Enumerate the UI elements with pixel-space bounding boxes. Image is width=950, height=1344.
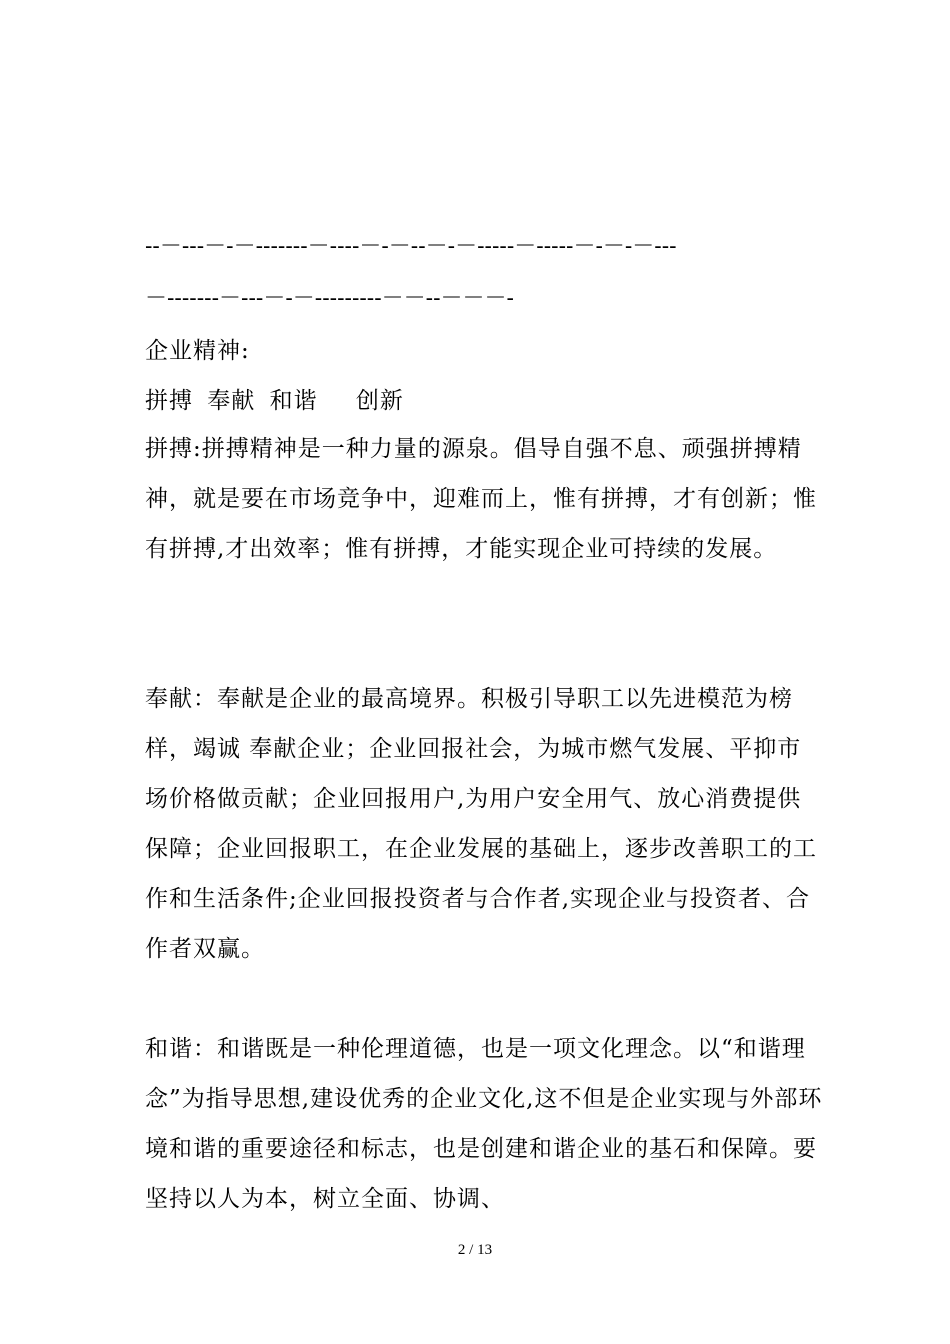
paragraph-fengxian-text: 奉献：奉献是企业的最高境界。积极引导职工以先进模范为榜样，竭诚 奉献企业；企业回报社会，为城市燃气发展、平抑市场价格做贡献；企业回报用户,为用户安全用气、放心消费提供保障；企业回报职工，在企业发展的基础上，逐步改善职工的工作和生活条件;企业回报投资者与合作者,实现企业与投资者、合作者双赢。 — [145, 686, 817, 962]
spirit-label: 企业精神: — [145, 338, 250, 364]
paragraph-pinbo — [145, 424, 825, 574]
paragraph-pinbo-text: 拼搏:拼搏精神是一种力量的源泉。倡导自强不息、顽强拼搏精神，就是要在市场竞争中，迎难而上，惟有拼搏，才有创新；惟有拼搏,才出效率；惟有拼搏，才能实现企业可持续的发展。 — [145, 436, 817, 562]
page-number: 2 / 13 — [457, 1242, 493, 1258]
separator-line-1: --－---－-－-------－----－-－--－-－-----－-----－-－-－--- — [145, 234, 677, 259]
paragraph-hexie-text: 和谐：和谐既是一种伦理道德，也是一项文化理念。以“和谐理念”为指导思想,建设优秀的企业文化,这不但是企业实现与外部环境和谐的重要途径和标志，也是创建和谐企业的基石和保障。要坚持以人为本，树立全面、协调、 — [145, 1036, 823, 1212]
spirit-values: 拼搏 奉献 和谐 创新 — [145, 388, 404, 414]
separator-line-2: －-------－---－-－---------－－--－－－- — [145, 286, 514, 311]
paragraph-fengxian — [145, 674, 825, 974]
paragraph-hexie — [145, 1024, 825, 1224]
